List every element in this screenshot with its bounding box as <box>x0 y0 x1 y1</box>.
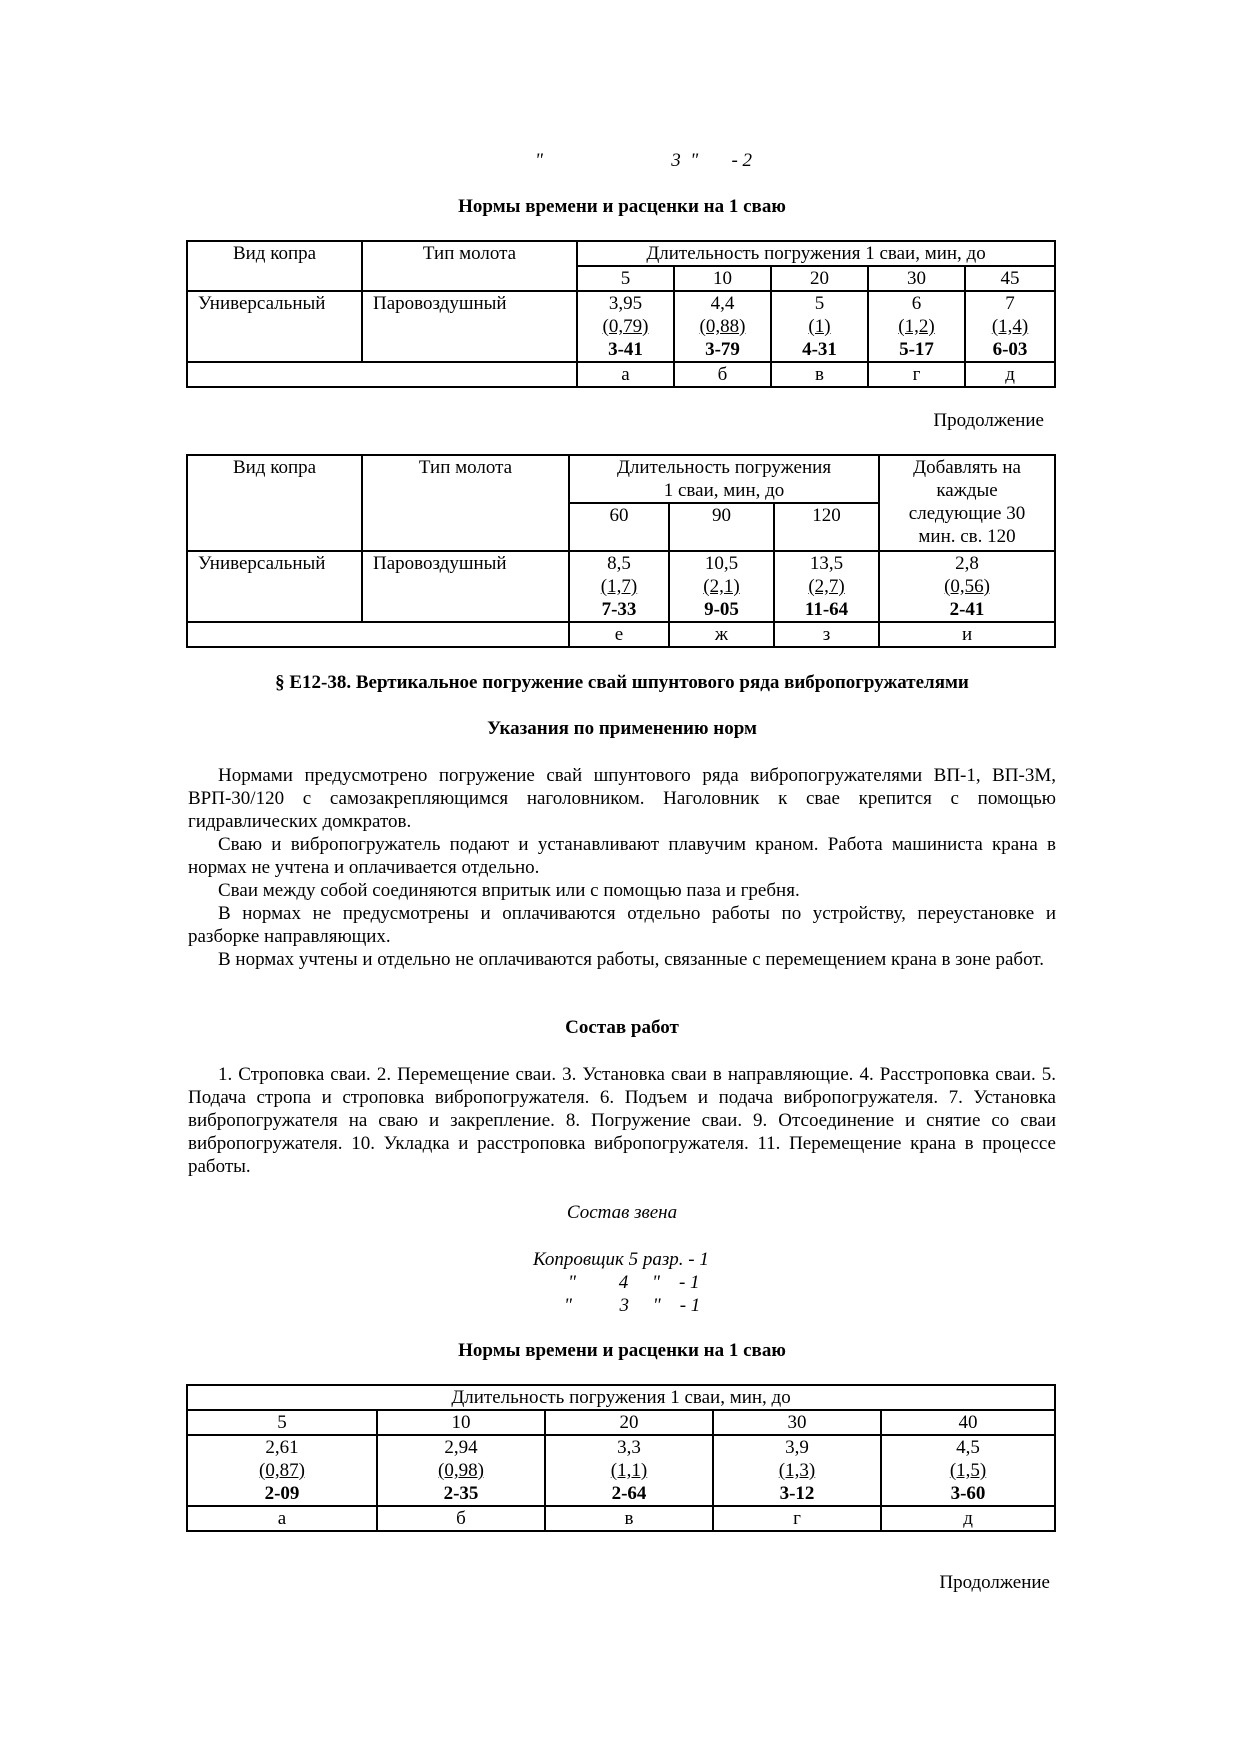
guidance-paragraph: Нормами предусмотрено погружение свай шпунтового ряда вибропогружателями ВП-1, ВП-3М, ВРП-30/120 с самозакрепляющимся наголовником. Наголовник к свае крепится с помощью гидравлических домкратов. <box>188 765 1056 832</box>
price-value: 2-35 <box>443 1483 479 1504</box>
duration-cell: 120 <box>774 503 879 551</box>
header-add-line: каждые <box>936 480 998 501</box>
price-value: 7-33 <box>601 599 637 620</box>
table-1-title: Нормы времени и расценки на 1 сваю <box>458 196 786 217</box>
guidance-paragraph: Сваи между собой соединяются впритык или с помощью паза и гребня. <box>218 880 800 901</box>
row-kopr: Универсальный <box>187 291 362 362</box>
letter-cell: в <box>771 362 868 387</box>
crew-line: " 3 " - 1 <box>564 1295 701 1316</box>
price-value: 9-05 <box>704 599 739 620</box>
duration-cell: 5 <box>187 1410 377 1435</box>
letter-cell: а <box>577 362 674 387</box>
price-value: 3-41 <box>608 339 643 360</box>
guidance-paragraph: Сваю и вибропогружатель подают и устанавливают плавучим краном. Работа машиниста крана в нормах не учтена и оплачивается отдельно. <box>188 834 1056 878</box>
value-cell <box>881 1435 1055 1506</box>
guidance-paragraph: В нормах не предусмотрены и оплачиваются отдельно работы по устройству, переустановке и разборке направляющих. <box>188 903 1056 947</box>
norms-table-2 <box>186 454 1056 648</box>
row-kopr: Универсальный <box>187 551 362 622</box>
header-add-line: следующие 30 <box>908 503 1026 524</box>
norm-value: 13,5 <box>809 553 844 574</box>
header-duration-line: Длительность погружения <box>616 457 832 478</box>
table-row <box>187 551 1055 622</box>
guidance-text <box>188 764 1056 971</box>
duration-cell: 30 <box>713 1410 881 1435</box>
section-title: § Е12-38. Вертикальное погружение свай шпунтового ряда вибропогружателями <box>275 672 969 693</box>
header-duration: Длительность погружения 1 сваи, мин, до <box>577 241 1055 266</box>
header-kopr: Вид копра <box>187 241 362 291</box>
continuation-label: Продолжение <box>933 410 1044 431</box>
header-duration <box>569 455 879 503</box>
price-value: 2-41 <box>949 599 985 620</box>
value-cell <box>771 291 868 362</box>
header-add-line: мин. св. 120 <box>918 526 1016 547</box>
rate-value: (1,3) <box>778 1460 816 1481</box>
letter-cell: г <box>868 362 965 387</box>
duration-cell: 10 <box>377 1410 545 1435</box>
duration-cell: 5 <box>577 266 674 291</box>
letter-cell: д <box>965 362 1055 387</box>
work-text <box>188 1063 1056 1178</box>
letter-cell: в <box>545 1506 713 1531</box>
value-cell <box>377 1435 545 1506</box>
rate-value: (0,87) <box>259 1460 305 1481</box>
row-molot: Паровоздушный <box>362 551 569 622</box>
rate-value: (0,88) <box>699 316 746 337</box>
letter-cell: д <box>881 1506 1055 1531</box>
header-duration: Длительность погружения 1 сваи, мин, до <box>187 1385 1055 1410</box>
header-add-line: Добавлять на <box>913 457 1021 478</box>
value-cell <box>674 291 771 362</box>
crew-line: Копровщик 5 разр. - 1 <box>533 1249 709 1270</box>
guidance-paragraph: В нормах учтены и отдельно не оплачиваются работы, связанные с перемещением крана в зоне работ. <box>218 949 1044 970</box>
norms-table-1 <box>186 240 1056 388</box>
norm-value: 2,94 <box>444 1437 478 1458</box>
rate-value: (0,56) <box>944 576 990 597</box>
norm-value: 10,5 <box>704 553 739 574</box>
rate-value: (1,7) <box>600 576 638 597</box>
letter-cell: и <box>879 622 1055 647</box>
value-cell <box>577 291 674 362</box>
table-row <box>187 1435 1055 1506</box>
norm-value: 6 <box>911 293 922 314</box>
letter-cell: е <box>569 622 669 647</box>
norm-value: 5 <box>814 293 825 314</box>
price-value: 3-79 <box>705 339 740 360</box>
rate-value: (0,79) <box>602 316 649 337</box>
price-value: 3-60 <box>950 1483 986 1504</box>
letter-cell: а <box>187 1506 377 1531</box>
value-cell <box>569 551 669 622</box>
duration-cell: 40 <box>881 1410 1055 1435</box>
letter-cell: б <box>377 1506 545 1531</box>
letter-cell: г <box>713 1506 881 1531</box>
rate-value: (1,2) <box>898 316 935 337</box>
duration-cell: 60 <box>569 503 669 551</box>
header-add <box>879 455 1055 551</box>
price-value: 3-12 <box>779 1483 815 1504</box>
price-value: 5-17 <box>899 339 934 360</box>
crew-title: Состав звена <box>566 1202 678 1223</box>
value-cell <box>868 291 965 362</box>
crew-line: " 4 " - 1 <box>568 1272 700 1293</box>
header-molot: Тип молота <box>362 455 569 551</box>
value-cell <box>879 551 1055 622</box>
duration-cell: 30 <box>868 266 965 291</box>
value-cell <box>187 1435 377 1506</box>
norm-value: 8,5 <box>607 553 631 574</box>
duration-cell: 20 <box>771 266 868 291</box>
value-cell <box>713 1435 881 1506</box>
price-value: 6-03 <box>992 339 1028 360</box>
duration-cell: 10 <box>674 266 771 291</box>
letter-cell: з <box>774 622 879 647</box>
norm-value: 4,5 <box>956 1437 980 1458</box>
norm-value: 7 <box>1005 293 1015 314</box>
value-cell <box>545 1435 713 1506</box>
continuation-label: Продолжение <box>939 1572 1050 1593</box>
duration-cell: 20 <box>545 1410 713 1435</box>
rate-value: (2,7) <box>808 576 845 597</box>
price-value: 2-09 <box>264 1483 300 1504</box>
header-molot: Тип молота <box>362 241 577 291</box>
norm-value: 2,61 <box>265 1437 299 1458</box>
empty-cell <box>187 622 569 647</box>
price-value: 4-31 <box>802 339 837 360</box>
norm-value: 4,4 <box>710 293 735 314</box>
rate-value: (1,4) <box>991 316 1029 337</box>
norm-value: 3,3 <box>617 1437 641 1458</box>
rate-value: (0,98) <box>438 1460 484 1481</box>
header-duration-line: 1 сваи, мин, до <box>663 480 785 501</box>
table-3-title: Нормы времени и расценки на 1 сваю <box>458 1340 786 1361</box>
value-cell <box>965 291 1055 362</box>
work-paragraph: 1. Строповка сваи. 2. Перемещение сваи. 3. Установка сваи в направляющие. 4. Расстроповка сваи. 5. Подача стропа и строповка вибропогружателя. 6. Подъем и подача вибропогружателя. 7. Установка вибропогружателя на сваю и закрепление. 8. Погружение сваи. 9. Отсоединение и снятие со сваи вибропогружателя. 10. Укладка и расстроповка вибропогружателя. 11. Перемещение крана в процессе работы. <box>188 1064 1056 1177</box>
rate-value: (1,5) <box>949 1460 987 1481</box>
letter-cell: б <box>674 362 771 387</box>
header-kopr: Вид копра <box>187 455 362 551</box>
work-title: Состав работ <box>565 1017 679 1038</box>
duration-cell: 90 <box>669 503 774 551</box>
price-value: 2-64 <box>611 1483 647 1504</box>
price-value: 11-64 <box>804 599 849 620</box>
norm-value: 3,9 <box>785 1437 809 1458</box>
letter-cell: ж <box>669 622 774 647</box>
norms-table-3 <box>186 1384 1056 1532</box>
norm-value: 2,8 <box>955 553 979 574</box>
value-cell <box>669 551 774 622</box>
rate-value: (2,1) <box>703 576 740 597</box>
rate-value: (1) <box>808 316 831 337</box>
crew-residual-line: " 3 " - 2 <box>535 150 753 171</box>
row-molot: Паровоздушный <box>362 291 577 362</box>
guidance-title: Указания по применению норм <box>487 718 757 739</box>
empty-cell <box>187 362 577 387</box>
table-row <box>187 291 1055 362</box>
duration-cell: 45 <box>965 266 1055 291</box>
norm-value: 3,95 <box>608 293 643 314</box>
rate-value: (1,1) <box>610 1460 648 1481</box>
value-cell <box>774 551 879 622</box>
